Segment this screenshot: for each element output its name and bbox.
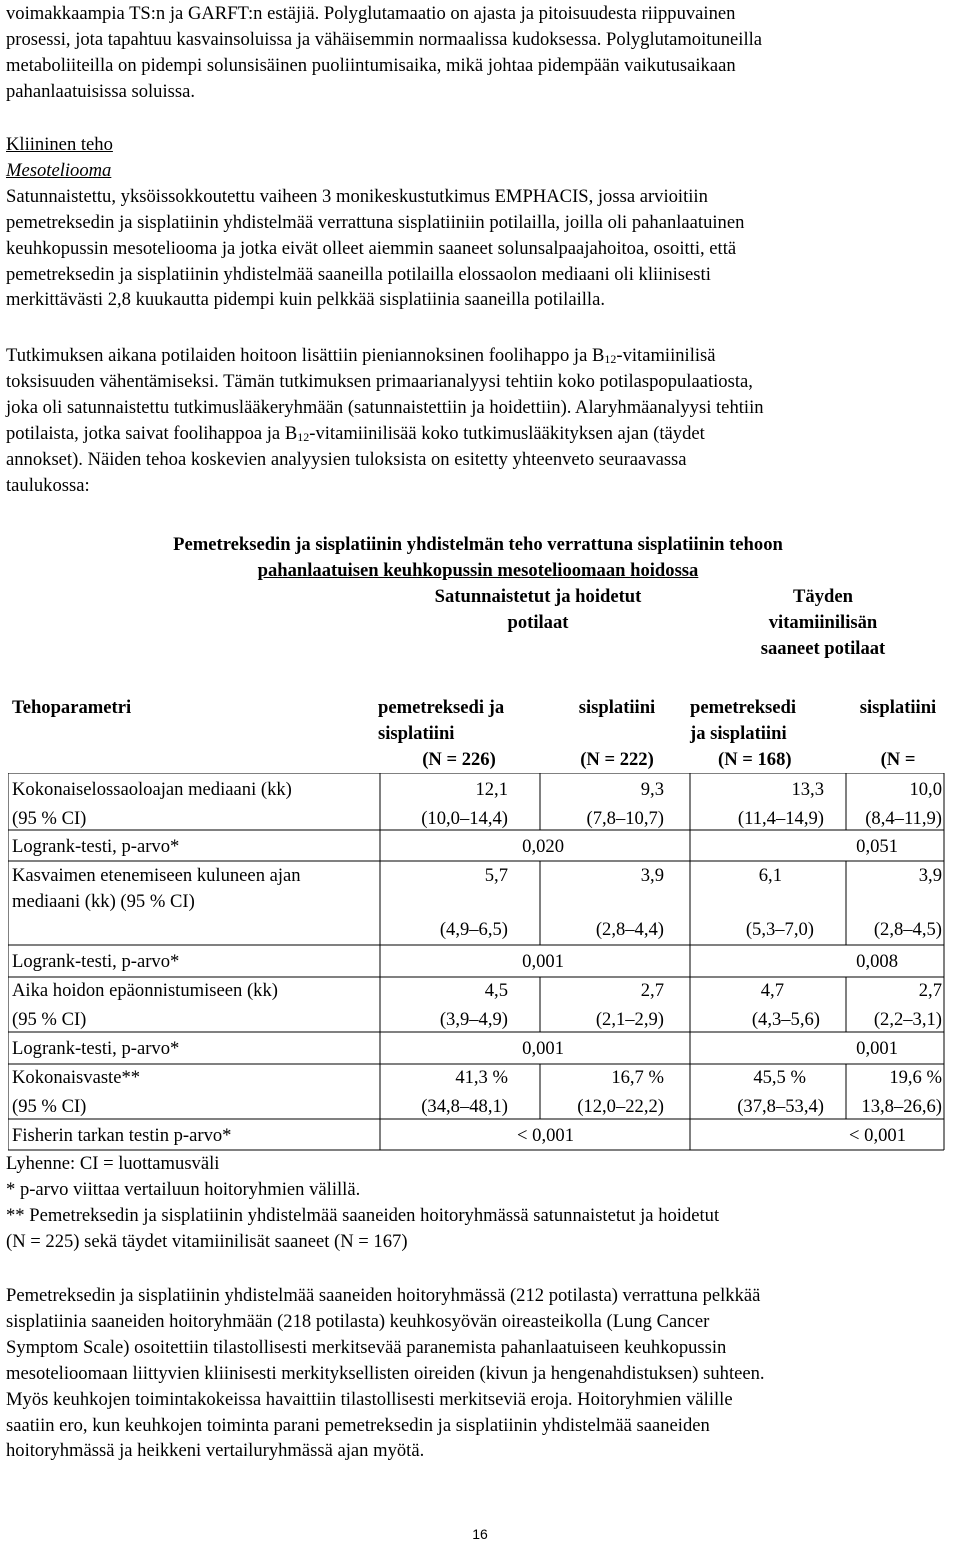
cell-value: 45,5 % (37,8–53,4) — [737, 1067, 824, 1117]
p-value: 0,051 — [856, 836, 898, 857]
footnote: (N = 225) sekä täydet vitamiinilisät saaneet (N = 167) — [6, 1230, 408, 1252]
cell-value: 16,7 % (12,0–22,2) — [577, 1067, 664, 1117]
text-line: Tutkimuksen aikana potilaiden hoitoon lisättiin pieniannoksinen foolihappo ja $B_{12}$-vitamiinilisä — [6, 345, 716, 366]
cell-value: 13,3 (11,4–14,9) — [737, 779, 824, 829]
p-value: 0,020 — [522, 836, 564, 857]
text-line: annokset). Näiden tehoa koskevien analyysien tuloksista on esitetty yhteenveto seuraavassa — [6, 448, 687, 470]
cell-value: 2,7 (2,2–3,1) — [873, 980, 942, 1030]
text-line: toksisuuden vähentämiseksi. Tämän tutkimuksen primaarianalyysi tehtiin koko potilaspopulaatiosta, — [6, 370, 753, 392]
text-line: saatiin ero, kun keuhkojen toiminta parani pemetreksedin ja sisplatiinin yhdistelmää saaneiden — [6, 1414, 710, 1436]
text-line: pahanlaatuisissa soluissa. — [6, 80, 196, 102]
text-line: voimakkaampia TS:n ja GARFT:n estäjiä. Polyglutamaatio on ajasta ja pitoisuudesta riippuvainen — [6, 3, 736, 24]
p-value: 0,001 — [856, 1038, 898, 1059]
cell-value: 6,1 (5,3–7,0) — [745, 865, 814, 940]
p-value: 0,008 — [856, 951, 898, 972]
text-line: taulukossa: — [6, 474, 90, 496]
param-header: Tehoparametri — [12, 697, 132, 718]
p-value: < 0,001 — [517, 1125, 574, 1146]
cell-value: 3,9 (2,8–4,4) — [595, 865, 664, 940]
text-line: merkittävästi 2,8 kuukautta pidempi kuin pelkkää sisplatiinia saaneilla potilailla. — [6, 289, 605, 311]
footnote: ** Pemetreksedin ja sisplatiinin yhdistelmää saaneiden hoitoryhmässä satunnaistetut ja hoidetut — [6, 1204, 720, 1226]
section-subheading: Mesoteliooma — [6, 159, 112, 181]
row-label: Aika hoidon epäonnistumiseen (kk) (95 % CI) — [12, 980, 278, 1030]
col-header-pemetrexed-cisplatin-vit: pemetreksedi ja sisplatiini (N = 168) — [690, 697, 797, 770]
text-line: Pemetreksedin ja sisplatiinin yhdistelmää saaneiden hoitoryhmässä (212 potilasta) verrattuna pelkkää — [6, 1285, 761, 1306]
paragraph-three — [6, 1283, 950, 1464]
col-header-cisplatin-vit: sisplatiini (N = — [859, 697, 937, 770]
footnote: Lyhenne: CI = luottamusväli — [6, 1153, 220, 1174]
row-label: Kokonaiselossaoloajan mediaani (kk) (95 % CI) — [12, 779, 292, 829]
col-header-cisplatin: sisplatiini (N = 222) — [578, 697, 656, 770]
cell-value: 12,1 (10,0–14,4) — [421, 779, 508, 829]
section-heading-block — [6, 132, 950, 313]
table-title: Pemetreksedin ja sisplatiinin yhdistelmän teho verrattuna sisplatiinin tehoon pahanlaatuisen keuhkopussin mesotelioomaan hoidossa — [173, 534, 783, 581]
footnote: * p-arvo viittaa vertailuun hoitoryhmien välillä. — [6, 1178, 361, 1200]
text-line: sisplatiinia saaneiden hoitoryhmään (218 potilasta) keuhkosyövän oireasteikolla (Lung Cancer — [6, 1310, 710, 1332]
row-label: Fisherin tarkan testin p-arvo* — [12, 1125, 232, 1146]
row-label: Logrank-testi, p-arvo* — [12, 836, 180, 857]
p-value: 0,001 — [522, 1038, 564, 1059]
intro-paragraph — [6, 1, 950, 105]
text-line: potilaista, jotka saivat foolihappoa ja $B_{12}$-vitamiinilisää koko tutkimuslääkityksen ajan (täydet — [6, 422, 705, 444]
group-header-randomized: Satunnaistetut ja hoidetut potilaat — [434, 586, 642, 633]
cell-value: 19,6 % 13,8–26,6) — [861, 1067, 942, 1117]
text-line: prosessi, jota tapahtuu kasvainsoluissa ja vähäisemmin normaalissa kudoksessa. Polyglutamoituneilla — [6, 28, 763, 50]
text-line: pemetreksedin ja sisplatiinin yhdistelmää verrattuna sisplatiiniin potilailla, joilla oli pahanlaatuinen — [6, 211, 745, 233]
text-line: Symptom Scale) osoitettiin tilastollisesti merkitsevää paranemista pahanlaatuiseen keuhkopussin — [6, 1336, 727, 1358]
p-value: < 0,001 — [849, 1125, 906, 1146]
text-line: pemetreksedin ja sisplatiinin yhdistelmää saaneilla potilailla elossaolon mediaani oli kliinisesti — [6, 263, 711, 285]
table-footnotes — [6, 1151, 950, 1255]
text-line: Myös keuhkojen toimintakokeissa havaittiin tilastollisesti merkitseviä eroja. Hoitoryhmien välille — [6, 1388, 733, 1410]
row-label: Logrank-testi, p-arvo* — [12, 951, 180, 972]
col-header-pemetrexed-cisplatin: pemetreksedi ja sisplatiini (N = 226) — [378, 697, 505, 770]
paragraph-two — [6, 343, 950, 498]
cell-value: 3,9 (2,8–4,5) — [873, 865, 942, 940]
cell-value: 2,7 (2,1–2,9) — [595, 980, 664, 1030]
text-line: keuhkopussin mesoteliooma ja jotka eivät olleet aiemmin saaneet solunsalpaajahoitoa, osoitti, että — [6, 237, 737, 259]
cell-value: 4,7 (4,3–5,6) — [751, 980, 820, 1030]
p-value: 0,001 — [522, 951, 564, 972]
cell-value: 10,0 (8,4–11,9) — [865, 779, 942, 829]
row-label: Kasvaimen etenemiseen kuluneen ajan mediaani (kk) (95 % CI) — [12, 865, 301, 912]
row-label: Kokonaisvaste** (95 % CI) — [12, 1067, 141, 1117]
page-number: 16 — [472, 1526, 488, 1542]
cell-value: 9,3 (7,8–10,7) — [586, 779, 664, 829]
section-heading: Kliininen teho — [6, 134, 113, 155]
cell-value: 5,7 (4,9–6,5) — [439, 865, 508, 940]
text-line: metaboliiteilla on pidempi solunsisäinen puoliintumisaika, mikä johtaa pidempään vaikutusaikaan — [6, 54, 736, 76]
text-line: Satunnaistettu, yksöissokkoutettu vaiheen 3 monikeskustutkimus EMPHACIS, jossa arvioitiin — [6, 185, 708, 207]
text-line: mesotelioomaan liittyvien kliinisesti merkityksellisten oireiden (kivun ja hengenahdistuksen) suhteen. — [6, 1362, 765, 1384]
group-header-full-vitamins: Täyden vitamiinilisän saaneet potilaat — [760, 586, 886, 659]
cell-value: 4,5 (3,9–4,9) — [439, 980, 508, 1030]
text-line: joka oli satunnaistettu tutkimuslääkeryhmään (satunnaistettiin ja hoidettiin). Alaryhmäanalyysi tehtiin — [6, 396, 764, 418]
row-label: Logrank-testi, p-arvo* — [12, 1038, 180, 1059]
text-line: hoitoryhmässä ja heikkeni vertailuryhmässä ajan myötä. — [6, 1440, 425, 1462]
cell-value: 41,3 % (34,8–48,1) — [421, 1067, 508, 1117]
